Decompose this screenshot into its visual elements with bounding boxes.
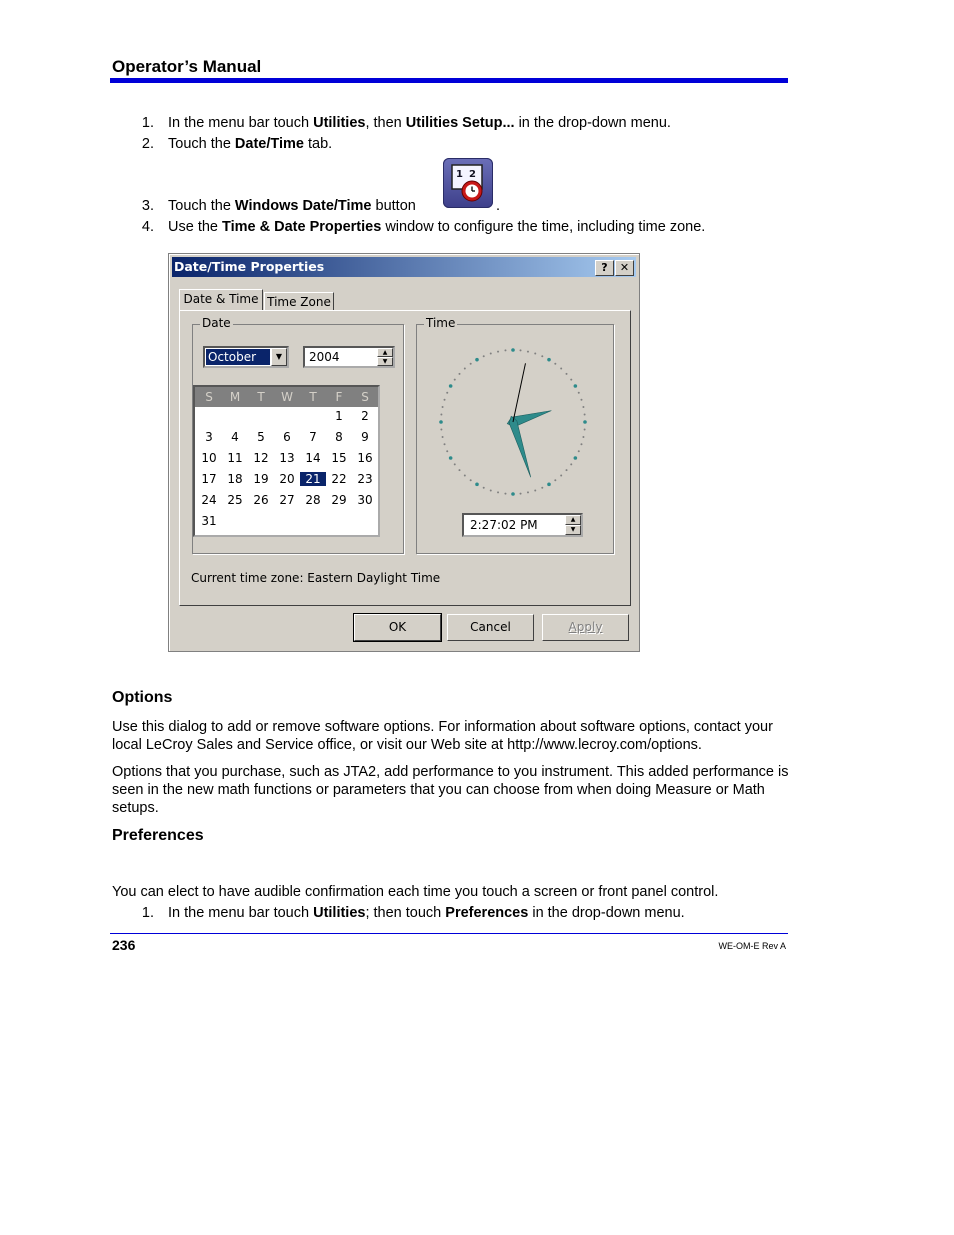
step-number: 2. xyxy=(141,136,154,152)
clock-minute-mark xyxy=(570,379,572,381)
cancel-button[interactable]: Cancel xyxy=(447,614,534,641)
clock-minute-mark xyxy=(584,413,586,415)
calendar-day[interactable]: 24 xyxy=(201,493,217,507)
clock-minute-mark xyxy=(534,353,536,355)
calendar-day[interactable]: 9 xyxy=(361,430,369,444)
calendar-day[interactable]: 31 xyxy=(201,514,217,528)
clock-hour-mark xyxy=(547,358,551,362)
apply-button[interactable]: Apply xyxy=(542,614,629,641)
spin-up-icon[interactable]: ▲ xyxy=(377,348,393,357)
tab-time-zone[interactable]: Time Zone xyxy=(264,292,334,311)
calendar-day[interactable]: 27 xyxy=(279,493,295,507)
tab-date-time[interactable]: Date & Time xyxy=(179,289,263,311)
clock-hour-mark xyxy=(449,456,453,460)
step-text: in the drop-down menu. xyxy=(514,115,671,131)
calendar-day[interactable]: 23 xyxy=(357,472,373,486)
footer-rule xyxy=(110,933,788,934)
step-number: 1. xyxy=(141,115,154,131)
calendar-weekday: M xyxy=(229,390,241,404)
clock-minute-mark xyxy=(440,413,442,415)
clock-minute-mark xyxy=(444,443,446,445)
step-bold: Windows Date/Time xyxy=(234,198,372,214)
step-text: ; then touch xyxy=(365,905,446,921)
step-text: button xyxy=(371,198,416,214)
month-select[interactable] xyxy=(203,346,289,368)
calendar-clock-icon[interactable] xyxy=(443,158,493,208)
clock-minute-mark xyxy=(554,479,556,481)
clock-minute-mark xyxy=(442,436,444,438)
clock-minute-mark xyxy=(560,367,562,369)
clock-minute-mark xyxy=(454,463,456,465)
calendar-day[interactable]: 15 xyxy=(331,451,347,465)
analog-clock xyxy=(433,342,593,502)
spin-down-icon[interactable]: ▼ xyxy=(377,357,393,366)
step-number: 4. xyxy=(141,219,154,235)
clock-minute-mark xyxy=(483,487,485,489)
calendar-weekday: S xyxy=(361,390,369,404)
date-group-label: Date xyxy=(202,316,231,330)
clock-minute-mark xyxy=(566,373,568,375)
step-bold: Date/Time xyxy=(234,136,304,152)
step-bold: Utilities Setup... xyxy=(405,115,515,131)
spin-up-icon[interactable]: ▲ xyxy=(565,515,581,525)
clock-minute-mark xyxy=(490,489,492,491)
step-text: in the drop-down menu. xyxy=(528,905,685,921)
options-heading: Options xyxy=(112,689,173,706)
month-calendar[interactable] xyxy=(193,385,380,537)
dialog-title-bar xyxy=(172,257,636,277)
step-bold: Time & Date Properties xyxy=(222,219,382,235)
header-rule xyxy=(110,78,788,83)
calendar-day[interactable]: 17 xyxy=(201,472,217,486)
calendar-day[interactable]: 6 xyxy=(283,430,291,444)
clock-hour-mark xyxy=(475,358,479,362)
clock-minute-mark xyxy=(578,450,580,452)
preferences-heading: Preferences xyxy=(112,827,204,844)
calendar-weekday: F xyxy=(335,390,343,404)
step-text: tab. xyxy=(303,136,333,152)
clock-minute-mark xyxy=(454,379,456,381)
clock-minute-mark xyxy=(458,469,460,471)
clock-minute-mark xyxy=(527,491,529,493)
clock-minute-mark xyxy=(442,406,444,408)
clock-hour-mark xyxy=(511,492,515,496)
time-value: 2:27:02 PM xyxy=(470,518,538,532)
calendar-day[interactable]: 26 xyxy=(253,493,269,507)
calendar-day[interactable]: 8 xyxy=(335,430,343,444)
step-text: Use the xyxy=(168,219,222,235)
step-bold: Utilities xyxy=(313,115,366,131)
clock-minute-mark xyxy=(580,443,582,445)
calendar-day[interactable]: 28 xyxy=(305,493,321,507)
dialog-title: Date/Time Properties xyxy=(174,259,325,274)
step-number: 3. xyxy=(141,198,154,214)
calendar-day[interactable]: 1 xyxy=(335,409,343,423)
clock-minute-mark xyxy=(520,349,522,351)
calendar-day[interactable]: 22 xyxy=(331,472,347,486)
clock-minute-mark xyxy=(446,392,448,394)
chevron-down-icon[interactable]: ▼ xyxy=(271,348,287,366)
step-number: 1. xyxy=(141,905,154,921)
preferences-paragraph: You can elect to have audible confirmation each time you touch a screen or front panel control. xyxy=(112,884,719,900)
clock-minute-mark xyxy=(497,351,499,353)
calendar-day[interactable]: 7 xyxy=(309,430,317,444)
time-spinner[interactable] xyxy=(462,513,583,537)
clock-minute-mark xyxy=(541,487,543,489)
calendar-day[interactable]: 4 xyxy=(231,430,239,444)
calendar-day-selected[interactable]: 21 xyxy=(300,472,326,486)
clock-hour-mark xyxy=(583,420,587,424)
step-text: In the menu bar touch xyxy=(168,905,314,921)
clock-hour-mark xyxy=(574,456,578,460)
svg-text:1: 1 xyxy=(456,169,463,180)
clock-minute-mark xyxy=(504,349,506,351)
calendar-weekday: W xyxy=(281,390,293,404)
clock-minute-mark xyxy=(580,399,582,401)
clock-minute-mark xyxy=(504,493,506,495)
options-paragraph-1: Use this dialog to add or remove software options. For information about software options, contact your local LeCroy Sales and Service office, or visit our Web site at http://www.lecroy.com/options. xyxy=(112,719,773,753)
options-paragraph-2: Options that you purchase, such as JTA2, add performance to you instrument. This added performance is seen in the new math functions or parameters that you can choose from when doing Measure or Math setups. xyxy=(112,764,789,816)
calendar-day[interactable]: 14 xyxy=(305,451,321,465)
calendar-day[interactable]: 12 xyxy=(253,451,269,465)
calendar-weekday: T xyxy=(309,390,317,404)
clock-hour-mark xyxy=(449,384,453,388)
calendar-day[interactable]: 10 xyxy=(201,451,217,465)
step-bold: Preferences xyxy=(445,905,529,921)
clock-minute-mark xyxy=(560,475,562,477)
clock-minute-mark xyxy=(470,479,472,481)
clock-minute-mark xyxy=(483,355,485,357)
clock-minute-mark xyxy=(584,429,586,431)
clock-hour-mark xyxy=(574,384,578,388)
clock-minute-mark xyxy=(440,429,442,431)
step-bold: Utilities xyxy=(313,905,366,921)
close-icon[interactable]: ✕ xyxy=(615,260,634,276)
clock-minute-mark xyxy=(490,353,492,355)
step-3-period: . xyxy=(496,198,501,214)
calendar-day[interactable]: 3 xyxy=(205,430,213,444)
step-text: In the menu bar touch xyxy=(168,115,314,131)
year-value: 2004 xyxy=(309,350,340,364)
clock-minute-mark xyxy=(464,367,466,369)
clock-minute-mark xyxy=(582,406,584,408)
clock-minute-mark xyxy=(527,351,529,353)
clock-minute-hand xyxy=(509,416,531,477)
clock-minute-mark xyxy=(582,436,584,438)
calendar-day[interactable]: 16 xyxy=(357,451,373,465)
clock-minute-mark xyxy=(520,493,522,495)
clock-minute-mark xyxy=(554,363,556,365)
month-value: October xyxy=(206,349,270,365)
step-text: Touch the xyxy=(168,198,235,214)
clock-minute-mark xyxy=(566,469,568,471)
clock-hour-mark xyxy=(439,420,443,424)
date-time-properties-dialog xyxy=(168,253,640,652)
clock-minute-mark xyxy=(470,363,472,365)
calendar-day[interactable]: 18 xyxy=(227,472,243,486)
clock-minute-mark xyxy=(570,463,572,465)
clock-hour-mark xyxy=(475,483,479,487)
document-id: WE-OM-E Rev A xyxy=(718,941,786,951)
clock-minute-mark xyxy=(497,491,499,493)
calendar-weekday: T xyxy=(257,390,265,404)
calendar-day[interactable]: 13 xyxy=(279,451,295,465)
page-header-title: Operator’s Manual xyxy=(112,57,262,76)
year-spinner[interactable] xyxy=(303,346,395,368)
calendar-day[interactable]: 5 xyxy=(257,430,265,444)
calendar-day[interactable]: 30 xyxy=(357,493,373,507)
clock-minute-mark xyxy=(578,392,580,394)
clock-minute-mark xyxy=(464,475,466,477)
spin-down-icon[interactable]: ▼ xyxy=(565,525,581,535)
calendar-day[interactable]: 20 xyxy=(279,472,295,486)
time-group-label: Time xyxy=(426,316,456,330)
clock-hour-mark xyxy=(511,348,515,352)
clock-minute-mark xyxy=(458,373,460,375)
current-time-zone: Current time zone: Eastern Daylight Time xyxy=(191,571,441,585)
step-text: Touch the xyxy=(168,136,235,152)
svg-text:2: 2 xyxy=(469,169,476,180)
clock-minute-mark xyxy=(534,489,536,491)
clock-second-hand xyxy=(513,363,525,422)
ok-button[interactable]: OK xyxy=(354,614,441,641)
clock-minute-mark xyxy=(541,355,543,357)
page-number: 236 xyxy=(112,937,136,953)
question-icon[interactable]: ? xyxy=(595,260,614,276)
calendar-day[interactable]: 25 xyxy=(227,493,243,507)
calendar-day[interactable]: 2 xyxy=(361,409,369,423)
calendar-weekday-header xyxy=(195,387,378,407)
calendar-day[interactable]: 19 xyxy=(253,472,269,486)
step-text: window to configure the time, including time zone. xyxy=(381,219,706,235)
clock-hour-mark xyxy=(547,483,551,487)
calendar-day[interactable]: 11 xyxy=(227,451,243,465)
clock-minute-mark xyxy=(446,450,448,452)
clock-minute-mark xyxy=(444,399,446,401)
step-text: , then xyxy=(365,115,406,131)
calendar-day[interactable]: 29 xyxy=(331,493,347,507)
calendar-weekday: S xyxy=(205,390,213,404)
